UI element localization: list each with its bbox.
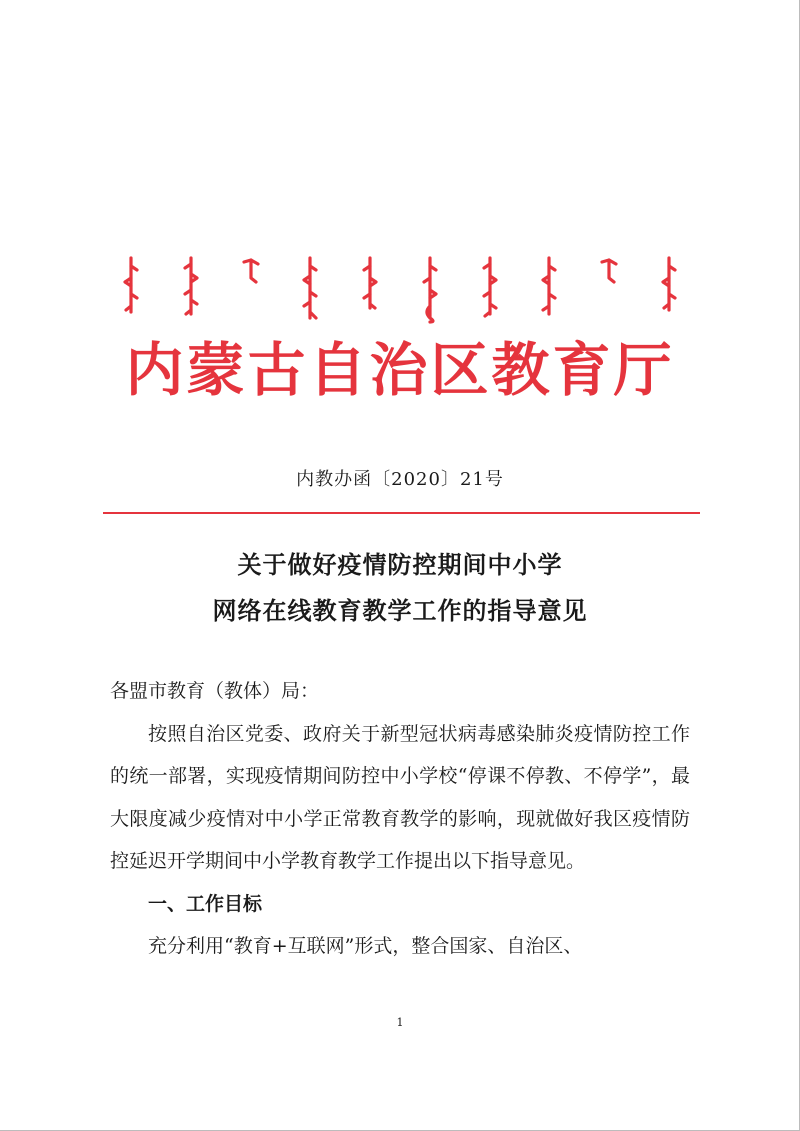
mongolian-word-6 (419, 256, 441, 324)
intro-paragraph: 按照自治区党委、政府关于新型冠状病毒感染肺炎疫情防控工作的统一部署，实现疫情期间防控中小学校“停课不停教、不停学”，最大限度减少疫情对中小学正常教育教学的影响，现就做好我区疫情防控延迟开学期间中小学教育教学工作提出以下指导意见。 (110, 722, 690, 872)
salutation: 各盟市教育（教体）局： (110, 680, 320, 702)
document-title (100, 542, 700, 634)
agency-letterhead: 内蒙古自治区教育厅 (125, 336, 675, 404)
document-body (110, 670, 690, 968)
mongolian-word-1 (120, 256, 142, 316)
section-heading-work-goals: 一、工作目标 (148, 892, 263, 915)
mongolian-word-10 (658, 256, 680, 314)
document-number: 内教办函〔2020〕21号 (296, 469, 504, 490)
mongolian-word-9 (598, 256, 620, 286)
mongolian-word-5 (359, 256, 381, 312)
mongolian-word-2 (180, 256, 202, 316)
title-line-1: 关于做好疫情防控期间中小学 (237, 551, 563, 579)
red-separator-line (103, 512, 700, 514)
title-line-2: 网络在线教育教学工作的指导意见 (212, 597, 588, 625)
mongolian-word-8 (538, 256, 560, 318)
mongolian-word-4 (299, 256, 321, 322)
mongolian-script-heading (120, 256, 680, 328)
page-number: 1 (396, 1016, 404, 1029)
goals-paragraph: 充分利用“教育+互联网”形式，整合国家、自治区、 (148, 935, 583, 957)
mongolian-word-7 (479, 256, 501, 318)
mongolian-word-3 (240, 256, 262, 286)
